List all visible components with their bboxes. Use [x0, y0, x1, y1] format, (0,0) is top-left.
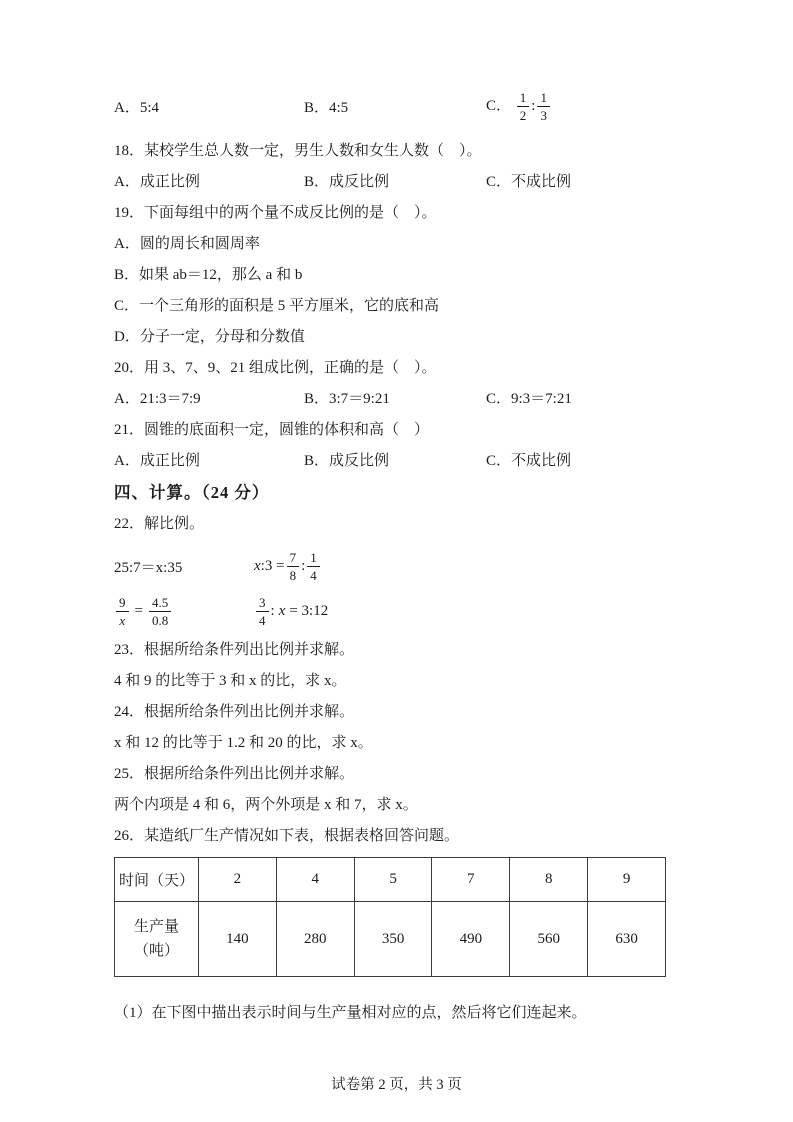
q18-options-row	[114, 172, 680, 193]
fraction-seven-eighths: $\frac{7}{8}$	[287, 550, 300, 583]
q19-option-a: A．圆的周长和圆周率	[114, 236, 260, 252]
eq2-mid: :3 =	[260, 557, 285, 574]
eq2-x: x	[254, 557, 261, 574]
table-cell-time-3: 5	[354, 858, 432, 902]
table-header-time: 时间（天）	[115, 858, 199, 902]
eq4-colon: :	[270, 602, 275, 619]
table-header-output-line2: （吨）	[133, 943, 179, 959]
eq4-x: x	[278, 602, 286, 619]
table-cell-time-2: 4	[276, 858, 354, 902]
q17-option-c	[486, 90, 680, 123]
q17-option-c-label: C．	[486, 97, 512, 114]
q23-body: 4 和 9 的比等于 3 和 x 的比，求 x。	[114, 673, 347, 689]
q18-stem: 18．某校学生总人数一定，男生人数和女生人数（ ）。	[114, 143, 482, 159]
eq3-equals: =	[134, 602, 143, 619]
q20-stem: 20．用 3、7、9、21 组成比例，正确的是（ ）。	[114, 360, 437, 376]
fraction-three-fourths: $\frac{3}{4}$	[256, 595, 269, 628]
table-cell-output-3: 350	[354, 902, 432, 977]
production-table	[114, 857, 666, 977]
q20-options-row	[114, 389, 680, 410]
q22-equation-4	[254, 595, 328, 628]
q21-options-row	[114, 451, 680, 472]
q18-option-b: B．成反比例	[304, 174, 390, 190]
table-cell-time-1: 2	[199, 858, 277, 902]
q20-option-b: B．3:7＝9:21	[304, 391, 390, 407]
q21-stem: 21．圆锥的底面积一定，圆锥的体积和高（ ）	[114, 422, 430, 438]
fraction-nine-over-x: $\frac{9}{x}$	[116, 595, 129, 628]
q20-option-c: C．9:3＝7:21	[486, 391, 572, 407]
q20-option-a: A．21:3＝7:9	[114, 391, 201, 407]
exam-content	[114, 0, 680, 1024]
table-cell-output-6: 630	[588, 902, 666, 977]
table-row-output	[115, 902, 666, 977]
q25-stem: 25．根据所给条件列出比例并求解。	[114, 766, 355, 782]
q17-options-row	[114, 86, 680, 126]
q19-option-d: D．分子一定，分母和分数值	[114, 329, 305, 345]
q21-option-b: B．成反比例	[304, 453, 390, 469]
q18-option-a: A．成正比例	[114, 174, 200, 190]
table-cell-output-4: 490	[432, 902, 510, 977]
fraction-one-fourth: $\frac{1}{4}$	[307, 550, 320, 583]
fraction-one-half: $\frac{1}{2}$	[517, 90, 530, 123]
table-cell-time-6: 9	[588, 858, 666, 902]
section-4-header: 四、计算。（24 分）	[114, 483, 270, 502]
q24-stem: 24．根据所给条件列出比例并求解。	[114, 704, 355, 720]
table-header-output-line1: 生产量	[133, 919, 179, 935]
q26-stem: 26．某造纸厂生产情况如下表，根据表格回答问题。	[114, 828, 460, 844]
table-cell-time-5: 8	[510, 858, 588, 902]
q22-equation-3	[114, 595, 254, 628]
table-cell-time-4: 7	[432, 858, 510, 902]
q23-stem: 23．根据所给条件列出比例并求解。	[114, 642, 355, 658]
q19-option-c: C．一个三角形的面积是 5 平方厘米，它的底和高	[114, 298, 440, 314]
q22-equation-row-2	[114, 590, 680, 632]
table-header-output	[115, 902, 199, 977]
fraction-one-third: $\frac{1}{3}$	[537, 90, 550, 123]
eq2-colon: :	[301, 557, 306, 574]
q26-subquestion-1: （1）在下图中描出表示时间与生产量相对应的点，然后将它们连起来。	[114, 1005, 587, 1021]
table-cell-output-1: 140	[199, 902, 277, 977]
q21-option-c: C．不成比例	[486, 453, 572, 469]
q18-option-c: C．不成比例	[486, 174, 572, 190]
q22-equation-2	[254, 550, 322, 583]
fraction-4-5-over-0-8: $\frac{4.5}{0.8}$	[149, 595, 171, 628]
q17-option-b: B．4:5	[304, 99, 349, 116]
q25-body: 两个内项是 4 和 6，两个外项是 x 和 7，求 x。	[114, 797, 418, 813]
q19-stem: 19．下面每组中的两个量不成反比例的是（ ）。	[114, 205, 437, 221]
table-cell-output-5: 560	[510, 902, 588, 977]
q22-equation-row-1	[114, 545, 680, 587]
ratio-colon: :	[531, 97, 536, 114]
q24-body: x 和 12 的比等于 1.2 和 20 的比，求 x。	[114, 735, 373, 751]
q21-option-a: A．成正比例	[114, 453, 200, 469]
q22-equation-1: 25:7＝x:35	[114, 559, 183, 576]
q17-option-a: A．5:4	[114, 99, 160, 116]
page-footer: 试卷第 2 页，共 3 页	[331, 1077, 462, 1093]
q19-option-b: B．如果 ab＝12，那么 a 和 b	[114, 267, 303, 283]
eq4-rest: = 3:12	[289, 602, 329, 619]
table-cell-output-2: 280	[276, 902, 354, 977]
q22-stem: 22．解比例。	[114, 516, 205, 532]
table-row-time	[115, 858, 666, 902]
